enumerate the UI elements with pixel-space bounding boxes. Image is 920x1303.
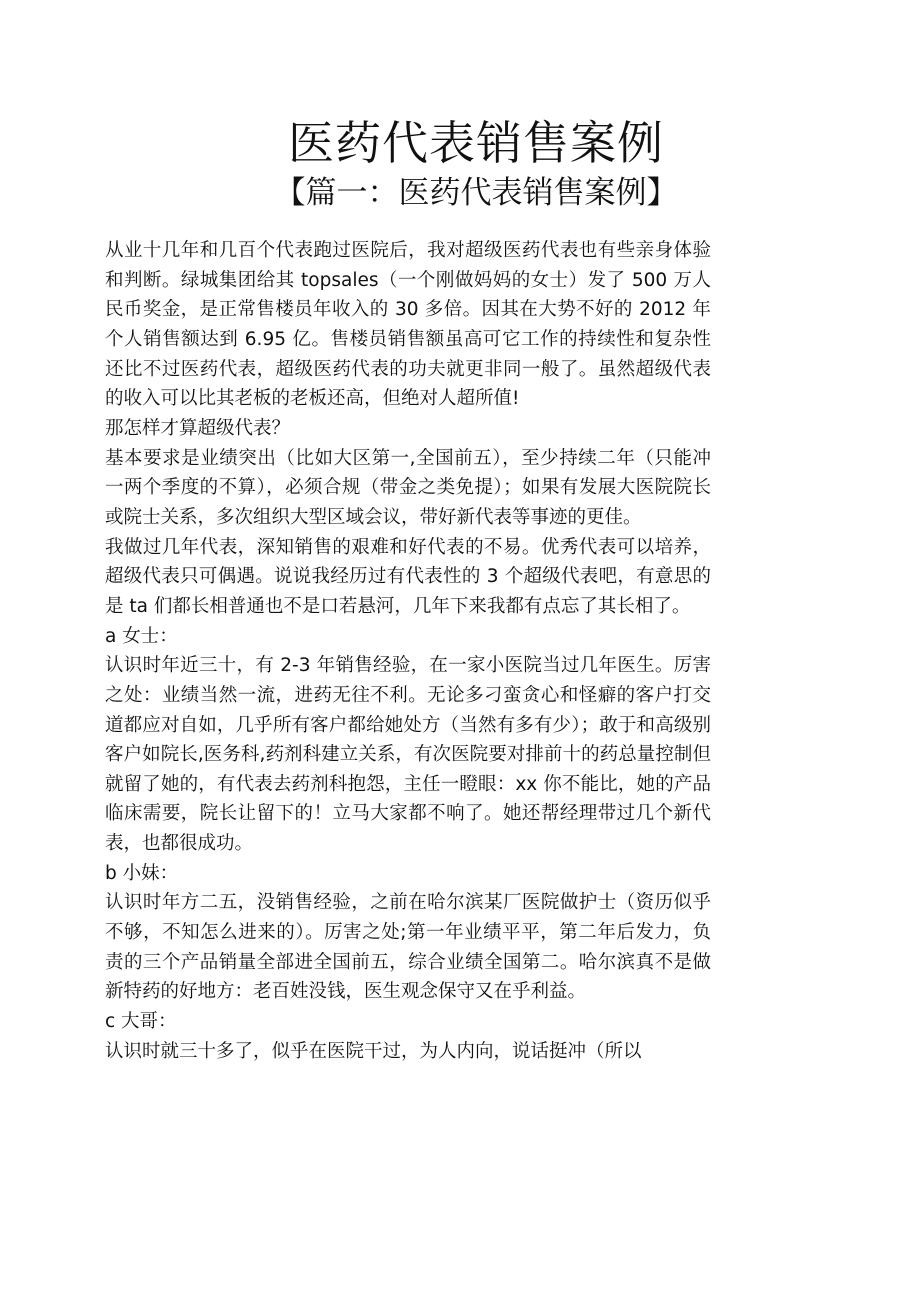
paragraph-heading-c: c 大哥： (105, 1011, 177, 1033)
document-title: 医药代表销售案例 (288, 116, 664, 170)
paragraph-heading-b: b 小妹： (105, 862, 179, 884)
paragraph-heading-a: a 女士： (105, 625, 178, 647)
paragraph-intro: 从业十几年和几百个代表跑过医院后，我对超级医药代表也有些亲身体验和判断。绿城集团给其 topsales（一个刚做妈妈的女士）发了 500 万人民币奖金，是正常售楼员年收入的 30 多倍。因其在大势不好的 2012 年个人销售额达到 6.95 亿。售楼员销售额虽高可它工作的持续性和复杂性还比不过医药代表，超级医药代表的功夫就更非同一般了。虽然超级代表的收入可以比其老板的老板还高，但绝对人超所值! (105, 240, 711, 410)
paragraph-b-description: 认识时年方二五，没销售经验，之前在哈尔滨某厂医院做护士（资历似乎不够，不知怎么进来的）。厉害之处;第一年业绩平平，第二年后发力，负责的三个产品销量全部进全国前五，综合业绩全国第二。哈尔滨真不是做新特药的好地方：老百姓没钱，医生观念保守又在乎利益。 (105, 892, 711, 1003)
paragraph-c-description: 认识时就三十多了，似乎在医院干过，为人内向，说话挺冲（所以 (105, 1040, 642, 1062)
document-subtitle: 【篇一：医药代表销售案例】 (274, 175, 678, 211)
paragraph-experience: 我做过几年代表，深知销售的艰难和好代表的不易。优秀代表可以培养，超级代表只可偶遇。说说我经历过有代表性的 3 个超级代表吧，有意思的是 ta 们都长相普通也不是口若悬河，几年下来我都有点忘了其长相了。 (105, 536, 711, 617)
paragraph-a-description: 认识时年近三十，有 2-3 年销售经验，在一家小医院当过几年医生。厉害之处：业绩当然一流，进药无往不利。无论多刁蛮贪心和怪癖的客户打交道都应对自如，几乎所有客户都给她处方（当然有多有少）；敢于和高级别客户如院长,医务科,药剂科建立关系，有次医院要对排前十的药总量控制但就留了她的，有代表去药剂科抱怨，主任一瞪眼：xx 你不能比，她的产品临床需要，院长让留下的！立马大家都不响了。她还帮经理带过几个新代表，也都很成功。 (105, 655, 711, 855)
paragraph-requirements: 基本要求是业绩突出（比如大区第一,全国前五），至少持续二年（只能冲一两个季度的不算），必须合规（带金之类免提）；如果有发展大医院院长或院士关系，多次组织大型区域会议，带好新代表等事迹的更佳。 (105, 447, 711, 528)
document-body (105, 236, 711, 1066)
paragraph-question: 那怎样才算超级代表？ (105, 417, 291, 439)
